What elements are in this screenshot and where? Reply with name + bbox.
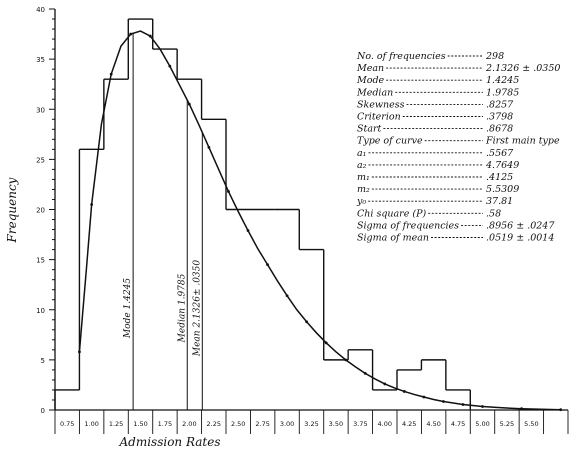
x-tick-label: 5.00 bbox=[475, 420, 490, 428]
curve-point bbox=[208, 146, 211, 149]
x-tick-label: 4.00 bbox=[377, 420, 393, 428]
curve-point bbox=[520, 407, 523, 410]
curve-point bbox=[344, 358, 347, 361]
x-tick-label: 3.25 bbox=[304, 420, 319, 428]
stat-value: 298 bbox=[486, 51, 505, 62]
y-tick-label: 40 bbox=[36, 6, 45, 14]
mean-label: Mean 2.1326± .0350 bbox=[192, 259, 203, 357]
y-tick-label: 25 bbox=[36, 156, 45, 165]
curve-point bbox=[383, 383, 386, 386]
x-tick-label: 1.50 bbox=[133, 420, 148, 428]
stat-value: .58 bbox=[486, 208, 502, 220]
stat-value: .5567 bbox=[486, 147, 514, 159]
stat-label: Criterion bbox=[357, 111, 401, 123]
stat-value: .8956 ± .0247 bbox=[486, 220, 555, 232]
curve-point bbox=[305, 320, 308, 323]
stat-value: 2.1326 ± .0350 bbox=[486, 63, 561, 75]
curve-point bbox=[325, 341, 328, 344]
x-tick-label: 2.75 bbox=[255, 420, 270, 428]
curve-point bbox=[247, 229, 250, 232]
curve-point bbox=[227, 190, 230, 193]
stat-label: Skewness bbox=[357, 99, 405, 111]
curve-point bbox=[442, 400, 445, 403]
x-tick-label: 2.00 bbox=[182, 420, 197, 428]
curve-point bbox=[286, 294, 289, 297]
stat-value: 1.9785 bbox=[486, 87, 520, 99]
stat-value: 5.5309 bbox=[486, 184, 520, 196]
curve-point bbox=[129, 33, 132, 36]
mode-label: Mode 1.4245 bbox=[123, 277, 134, 339]
curve-point bbox=[149, 35, 152, 38]
curve-point bbox=[266, 263, 269, 266]
x-tick-label: 4.25 bbox=[401, 420, 417, 428]
x-tick-label: 1.00 bbox=[84, 420, 99, 428]
stat-value: 1.4245 bbox=[486, 75, 520, 87]
curve-point bbox=[168, 65, 171, 68]
x-tick-label: 4.50 bbox=[426, 420, 441, 428]
stat-label: Sigma of mean bbox=[357, 232, 429, 244]
curve-point bbox=[78, 350, 81, 353]
curve-point bbox=[559, 408, 562, 411]
stat-label: y₀ bbox=[357, 196, 367, 208]
curve-point bbox=[110, 73, 113, 76]
stat-value: 4.7649 bbox=[486, 159, 520, 171]
curve-point bbox=[90, 203, 93, 206]
x-tick-label: 5.25 bbox=[499, 420, 515, 428]
x-tick-label: 3.50 bbox=[328, 420, 344, 428]
stat-value: .8257 bbox=[486, 99, 514, 111]
y-tick-label: 5 bbox=[40, 356, 45, 365]
x-tick-label: 1.75 bbox=[157, 420, 173, 428]
y-tick-label: 30 bbox=[36, 106, 45, 115]
median-label: Median 1.9785 bbox=[177, 273, 188, 343]
stat-label: Mode bbox=[357, 75, 385, 87]
x-tick-label: 5.50 bbox=[524, 420, 539, 428]
y-tick-label: 20 bbox=[36, 206, 45, 215]
statistic-markers bbox=[123, 33, 202, 410]
stat-label: a₂ bbox=[357, 159, 367, 171]
stat-value: 37.81 bbox=[486, 196, 514, 208]
statistics-panel bbox=[356, 51, 560, 244]
x-tick-label: 0.75 bbox=[59, 420, 75, 428]
stat-label: No. of frequencies bbox=[357, 51, 446, 62]
x-tick-label: 4.75 bbox=[450, 420, 466, 428]
stat-label: m₁ bbox=[357, 172, 370, 183]
x-tick-label: 2.50 bbox=[230, 420, 246, 428]
x-tick-label: 2.25 bbox=[206, 420, 222, 428]
stat-label: Mean bbox=[357, 63, 385, 75]
stat-value: .8678 bbox=[486, 123, 514, 135]
x-tick-label: 1.25 bbox=[108, 420, 124, 428]
curve-point bbox=[188, 103, 191, 106]
y-tick-label: 35 bbox=[36, 56, 45, 65]
stat-value: .3798 bbox=[486, 111, 514, 123]
x-tick-label: 3.00 bbox=[279, 420, 295, 428]
stat-label: Start bbox=[357, 123, 382, 135]
x-axis-title: Admission Rates bbox=[119, 435, 221, 449]
y-tick-label: 15 bbox=[36, 256, 45, 265]
stat-label: m₂ bbox=[357, 184, 370, 196]
y-axis-title: Frequency bbox=[5, 177, 19, 243]
stat-label: Median bbox=[357, 87, 394, 99]
x-tick-label: 3.75 bbox=[353, 420, 368, 428]
curve-point bbox=[403, 390, 406, 393]
stat-value: First main type bbox=[486, 135, 560, 147]
stat-value: .0519 ± .0014 bbox=[486, 232, 555, 244]
curve-point bbox=[422, 396, 425, 399]
y-tick-label: 10 bbox=[36, 306, 45, 315]
stat-label: Sigma of frequencies bbox=[357, 220, 460, 232]
curve-point bbox=[462, 403, 465, 406]
curve-point bbox=[481, 405, 484, 408]
stat-label: a₁ bbox=[357, 147, 367, 159]
stat-label: Chi square (P) bbox=[357, 208, 427, 220]
y-tick-label: 0 bbox=[40, 407, 45, 415]
stat-label: Type of curve bbox=[357, 135, 423, 147]
stat-value: .4125 bbox=[486, 172, 514, 183]
curve-point bbox=[364, 372, 367, 375]
